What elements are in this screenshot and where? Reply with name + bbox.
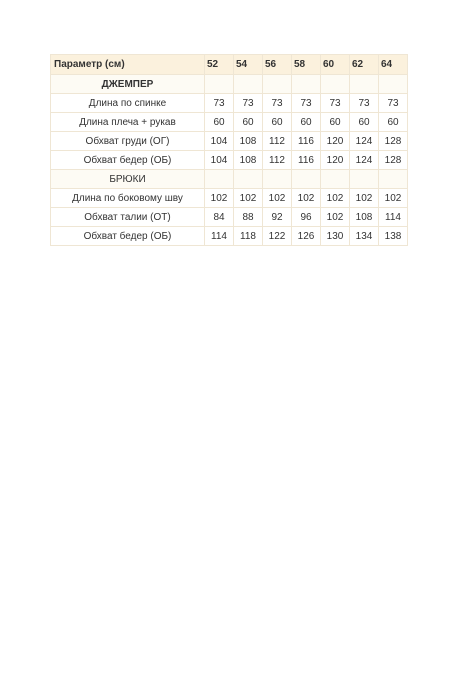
- table-cell: 60: [205, 113, 234, 132]
- table-row: [51, 151, 408, 170]
- table-cell: 118: [234, 227, 263, 246]
- table-cell: 116: [292, 132, 321, 151]
- table-row: [51, 113, 408, 132]
- table-cell: 102: [321, 189, 350, 208]
- table-cell: 92: [263, 208, 292, 227]
- table-cell: 73: [350, 94, 379, 113]
- table-row: [51, 189, 408, 208]
- table-cell: 73: [292, 94, 321, 113]
- table-row: [51, 132, 408, 151]
- section-title: ДЖЕМПЕР: [51, 75, 205, 94]
- size-header-54: 54: [234, 55, 263, 75]
- table-cell: 114: [205, 227, 234, 246]
- table-cell: 104: [205, 151, 234, 170]
- table-row: [51, 208, 408, 227]
- table-cell: 73: [205, 94, 234, 113]
- table-cell: 102: [263, 189, 292, 208]
- size-header-62: 62: [350, 55, 379, 75]
- table-cell: 60: [350, 113, 379, 132]
- table-cell: 102: [292, 189, 321, 208]
- row-label: Длина плеча + рукав: [51, 113, 205, 132]
- table-cell: 60: [234, 113, 263, 132]
- row-label: Длина по боковому шву: [51, 189, 205, 208]
- row-label: Обхват бедер (ОБ): [51, 151, 205, 170]
- table-cell: 124: [350, 151, 379, 170]
- table-cell: 126: [292, 227, 321, 246]
- row-label: Обхват талии (ОТ): [51, 208, 205, 227]
- table-header-row: [51, 55, 408, 75]
- table-cell: 73: [234, 94, 263, 113]
- table-cell: 112: [263, 132, 292, 151]
- table-cell: 60: [263, 113, 292, 132]
- table-cell: 102: [205, 189, 234, 208]
- table-cell: 128: [379, 151, 408, 170]
- table-cell: 128: [379, 132, 408, 151]
- table-cell: 130: [321, 227, 350, 246]
- table-cell: 116: [292, 151, 321, 170]
- table-cell: 120: [321, 151, 350, 170]
- section-row-trousers: [51, 170, 408, 189]
- table-cell: 114: [379, 208, 408, 227]
- table-cell: 104: [205, 132, 234, 151]
- section-title: БРЮКИ: [51, 170, 205, 189]
- size-chart-table: [50, 54, 408, 246]
- section-row-jumper: [51, 75, 408, 94]
- table-cell: 96: [292, 208, 321, 227]
- table-cell: 102: [234, 189, 263, 208]
- table-cell: 112: [263, 151, 292, 170]
- table-cell: 102: [379, 189, 408, 208]
- table-cell: 102: [350, 189, 379, 208]
- table-cell: 60: [379, 113, 408, 132]
- row-label: Длина по спинке: [51, 94, 205, 113]
- table-cell: 124: [350, 132, 379, 151]
- table-cell: 134: [350, 227, 379, 246]
- size-header-60: 60: [321, 55, 350, 75]
- table-row: [51, 227, 408, 246]
- table-cell: 108: [234, 132, 263, 151]
- table-cell: 84: [205, 208, 234, 227]
- table-cell: 120: [321, 132, 350, 151]
- table-cell: 108: [234, 151, 263, 170]
- size-header-52: 52: [205, 55, 234, 75]
- table-cell: 60: [292, 113, 321, 132]
- table-cell: 138: [379, 227, 408, 246]
- table-cell: 73: [263, 94, 292, 113]
- table-row: [51, 94, 408, 113]
- table-cell: 102: [321, 208, 350, 227]
- table-cell: 73: [379, 94, 408, 113]
- row-label: Обхват груди (ОГ): [51, 132, 205, 151]
- size-header-64: 64: [379, 55, 408, 75]
- table-cell: 122: [263, 227, 292, 246]
- table-cell: 108: [350, 208, 379, 227]
- row-label: Обхват бедер (ОБ): [51, 227, 205, 246]
- size-header-58: 58: [292, 55, 321, 75]
- size-header-56: 56: [263, 55, 292, 75]
- table-cell: 88: [234, 208, 263, 227]
- table-cell: 73: [321, 94, 350, 113]
- table-cell: 60: [321, 113, 350, 132]
- param-column-header: Параметр (см): [51, 55, 205, 75]
